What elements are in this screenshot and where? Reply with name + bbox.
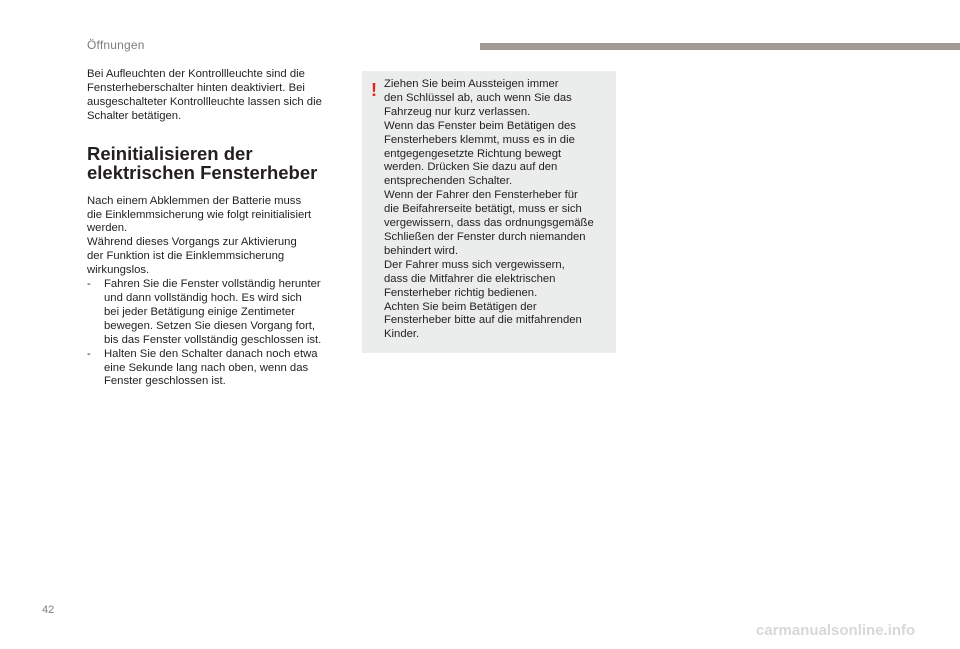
section-heading-line: Reinitialisieren der xyxy=(87,142,253,164)
list-dash: - xyxy=(87,347,91,360)
warning-line: Der Fahrer muss sich vergewissern, xyxy=(384,258,565,271)
warning-line: Achten Sie beim Betätigen der xyxy=(384,300,537,313)
step-line: Halten Sie den Schalter danach noch etwa xyxy=(104,347,318,360)
warning-line: entgegengesetzte Richtung bewegt xyxy=(384,147,562,160)
header-bar xyxy=(480,43,960,50)
step-line: eine Sekunde lang nach oben, wenn das xyxy=(104,361,309,374)
list-item xyxy=(87,278,349,348)
body-line: Während dieses Vorgangs zur Aktivierung xyxy=(87,236,297,249)
step-line: Fenster geschlossen ist. xyxy=(104,375,226,388)
warning-line: Ziehen Sie beim Aussteigen immer xyxy=(384,78,559,90)
step-line: und dann vollständig hoch. Es wird sich xyxy=(104,291,302,304)
warning-line: Wenn das Fenster beim Betätigen des xyxy=(384,119,576,132)
warning-line: werden. Drücken Sie dazu auf den xyxy=(384,161,558,174)
warning-line: Fahrzeug nur kurz verlassen. xyxy=(384,105,531,118)
body-line: die Einklemmsicherung wie folgt reinitialisiert xyxy=(87,208,312,221)
warning-line: dass die Mitfahrer die elektrischen xyxy=(384,272,556,285)
warning-box xyxy=(362,71,616,353)
warning-text xyxy=(384,78,612,342)
body-line: Nach einem Abklemmen der Batterie muss xyxy=(87,194,302,207)
intro-line: ausgeschalteter Kontrollleuchte lassen sich die xyxy=(87,95,322,108)
steps-list xyxy=(87,278,349,389)
list-item xyxy=(87,348,349,390)
section-heading xyxy=(87,144,349,182)
section-heading-line: elektrischen Fensterheber xyxy=(87,161,318,183)
step-line: Fahren Sie die Fenster vollständig herunter xyxy=(104,278,321,291)
section-header-title: Öffnungen xyxy=(87,38,145,52)
warning-line: Wenn der Fahrer den Fensterheber für xyxy=(384,189,578,202)
body-line: wirkungslos. xyxy=(87,264,150,277)
warning-line: Fensterheber richtig bedienen. xyxy=(384,286,538,299)
intro-line: Bei Aufleuchten der Kontrollleuchte sind die xyxy=(87,68,305,80)
warning-line: Kinder. xyxy=(384,328,420,341)
page-number: 42 xyxy=(42,604,55,616)
warning-line: Fensterheber bitte auf die mitfahrenden xyxy=(384,314,582,327)
list-dash: - xyxy=(87,278,91,291)
warning-line: behindert wird. xyxy=(384,244,459,257)
warning-exclamation-icon: ! xyxy=(371,80,377,100)
watermark: carmanualsonline.info xyxy=(756,622,916,639)
warning-line: vergewissern, dass das ordnungsgemäße xyxy=(384,217,594,230)
warning-line: Schließen der Fenster durch niemanden xyxy=(384,230,586,243)
body-line: der Funktion ist die Einklemmsicherung xyxy=(87,250,285,263)
warning-line: entsprechenden Schalter. xyxy=(384,175,513,188)
intro-line: Fensterheberschalter hinten deaktiviert. Bei xyxy=(87,81,305,94)
intro-line: Schalter betätigen. xyxy=(87,109,182,122)
section-body xyxy=(87,195,349,390)
intro-paragraph xyxy=(87,68,349,124)
warning-line: Fensterhebers klemmt, muss es in die xyxy=(384,133,575,146)
step-line: bis das Fenster vollständig geschlossen ist. xyxy=(104,333,322,346)
step-line: bewegen. Setzen Sie diesen Vorgang fort, xyxy=(104,319,316,332)
warning-line: den Schlüssel ab, auch wenn Sie das xyxy=(384,91,572,104)
left-column xyxy=(87,68,349,389)
step-line: bei jeder Betätigung einige Zentimeter xyxy=(104,305,295,318)
warning-line: die Beifahrerseite betätigt, muss er sich xyxy=(384,203,582,216)
body-line: werden. xyxy=(87,222,128,235)
